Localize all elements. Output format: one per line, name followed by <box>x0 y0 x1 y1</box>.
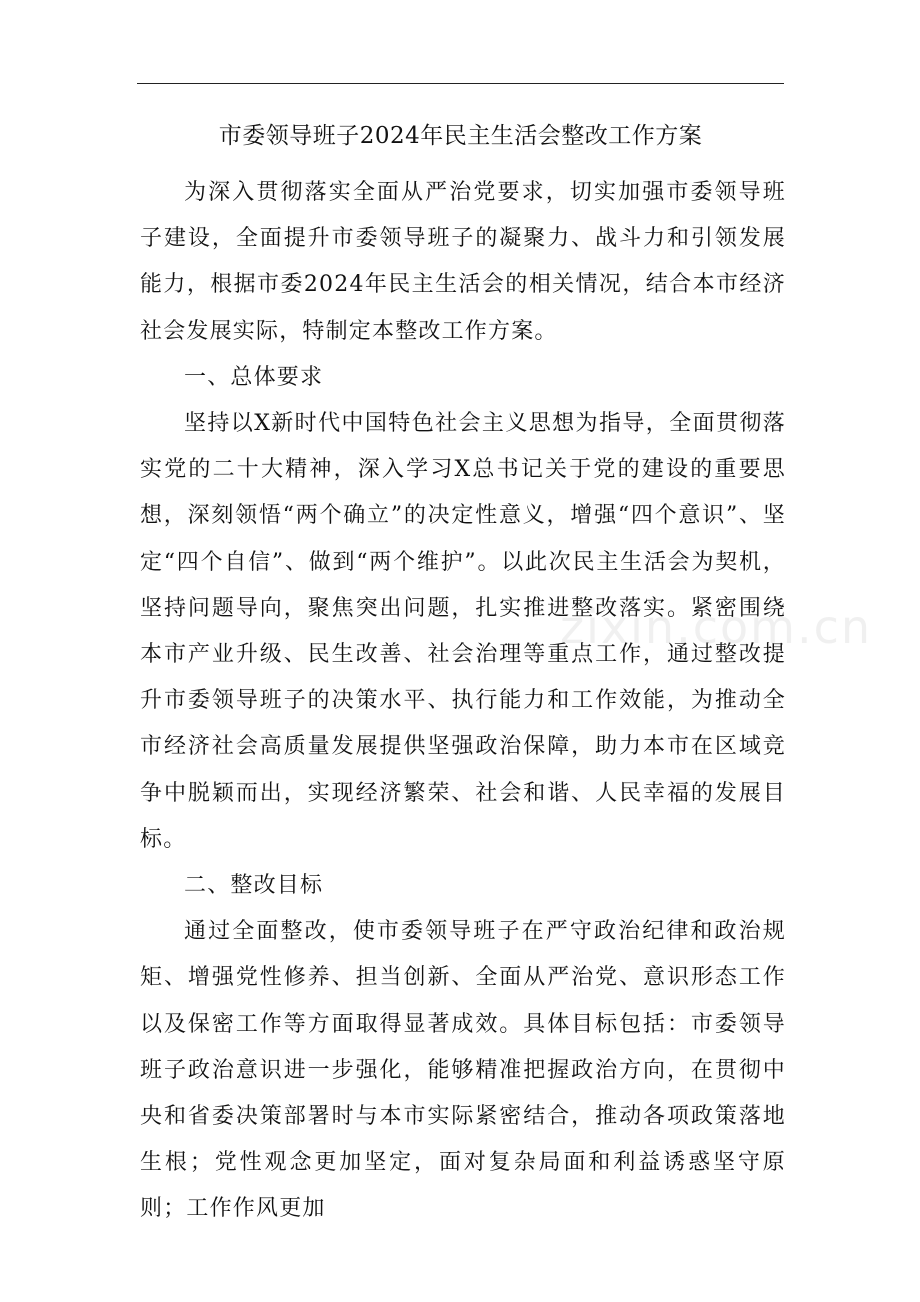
intro-paragraph: 为深入贯彻落实全面从严治党要求，切实加强市委领导班子建设，全面提升市委领导班子的凝聚力、战斗力和引领发展能力，根据市委2024年民主生活会的相关情况，结合本市经济社会发展实际，特制定本整改工作方案。 <box>140 180 786 344</box>
document-body <box>140 170 786 1233</box>
section-heading-general-requirements: 一、总体要求 <box>184 364 324 390</box>
section-paragraph-general-requirements: 坚持以X新时代中国特色社会主义思想为指导，全面贯彻落实党的二十大精神，深入学习X总书记关于党的建设的重要思想，深刻领悟“两个确立”的决定性意义，增强“四个意识”、坚定“四个自信”、做到“两个维护”。以此次民主生活会为契机，坚持问题导向，聚焦突出问题，扎实推进整改落实。紧密围绕本市产业升级、民生改善、社会治理等重点工作，通过整改提升市委领导班子的决策水平、执行能力和工作效能，为推动全市经济社会高质量发展提供坚强政治保障，助力本市在区域竞争中脱颖而出，实现经济繁荣、社会和谐、人民幸福的发展目标。 <box>140 411 786 852</box>
header-rule <box>137 83 784 84</box>
section-heading-rectification-goals: 二、整改目标 <box>184 873 324 899</box>
section-paragraph-rectification-goals: 通过全面整改，使市委领导班子在严守政治纪律和政治规矩、增强党性修养、担当创新、全面从严治党、意识形态工作以及保密工作等方面取得显著成效。具体目标包括：市委领导班子政治意识进一步强化，能够精准把握政治方向，在贯彻中央和省委决策部署时与本市实际紧密结合，推动各项政策落地生根；党性观念更加坚定，面对复杂局面和利益诱惑坚守原则；工作作风更加 <box>140 919 786 1222</box>
watermark-text: zixin.com.cn <box>560 600 873 654</box>
document-title: 市委领导班子2024年民主生活会整改工作方案 <box>218 123 703 149</box>
